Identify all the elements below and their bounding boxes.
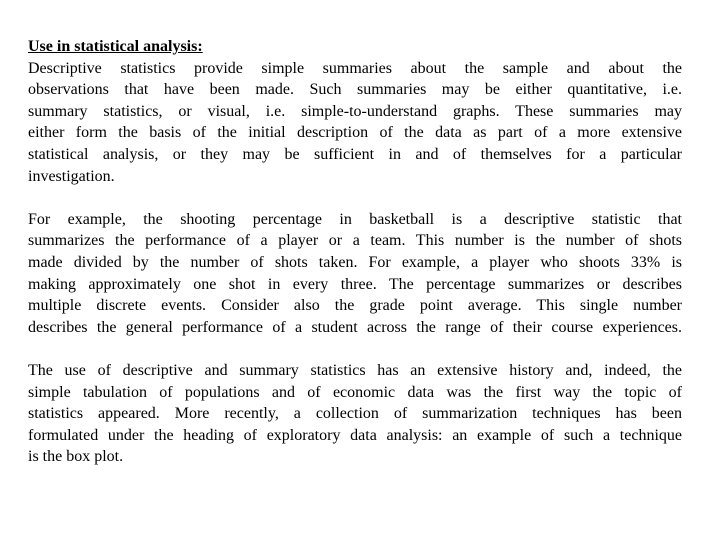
- section-heading: Use in statistical analysis:: [28, 38, 203, 55]
- paragraph: [28, 209, 682, 339]
- text-line: summary statistics, or visual, i.e. simple-to-understand graphs. These summaries may: [28, 102, 682, 120]
- text-line: For example, the shooting percentage in basketball is a descriptive statistic that: [28, 210, 682, 228]
- text-line: Descriptive statistics provide simple summaries about the sample and about the: [28, 59, 682, 77]
- text-line: describes the general performance of a student across the range of their course experiences.: [28, 318, 682, 336]
- text-line: is the box plot.: [28, 448, 124, 466]
- text-line: The use of descriptive and summary statistics has an extensive history and, indeed, the: [28, 361, 682, 379]
- paragraphs: [28, 58, 682, 468]
- text-line: observations that have been made. Such summaries may be either quantitative, i.e.: [28, 81, 682, 99]
- text-line: statistical analysis, or they may be sufficient in and of themselves for a particular: [28, 145, 682, 163]
- paragraph: [28, 360, 682, 468]
- text-line: summarizes the performance of a player or a team. This number is the number of shots: [28, 232, 682, 250]
- text-line: either form the basis of the initial description of the data as part of a more extensive: [28, 124, 682, 142]
- document-body: [28, 36, 682, 489]
- text-line: investigation.: [28, 167, 115, 185]
- text-line: made divided by the number of shots taken. For example, a player who shoots 33% is: [28, 253, 682, 271]
- paragraph: [28, 58, 682, 188]
- text-line: multiple discrete events. Consider also the grade point average. This single number: [28, 297, 682, 315]
- text-line: simple tabulation of populations and of economic data was the first way the topic of: [28, 383, 682, 401]
- text-line: statistics appeared. More recently, a collection of summarization techniques has been: [28, 405, 682, 423]
- text-line: making approximately one shot in every three. The percentage summarizes or describes: [28, 275, 682, 293]
- text-line: formulated under the heading of exploratory data analysis: an example of such a technique: [28, 426, 682, 444]
